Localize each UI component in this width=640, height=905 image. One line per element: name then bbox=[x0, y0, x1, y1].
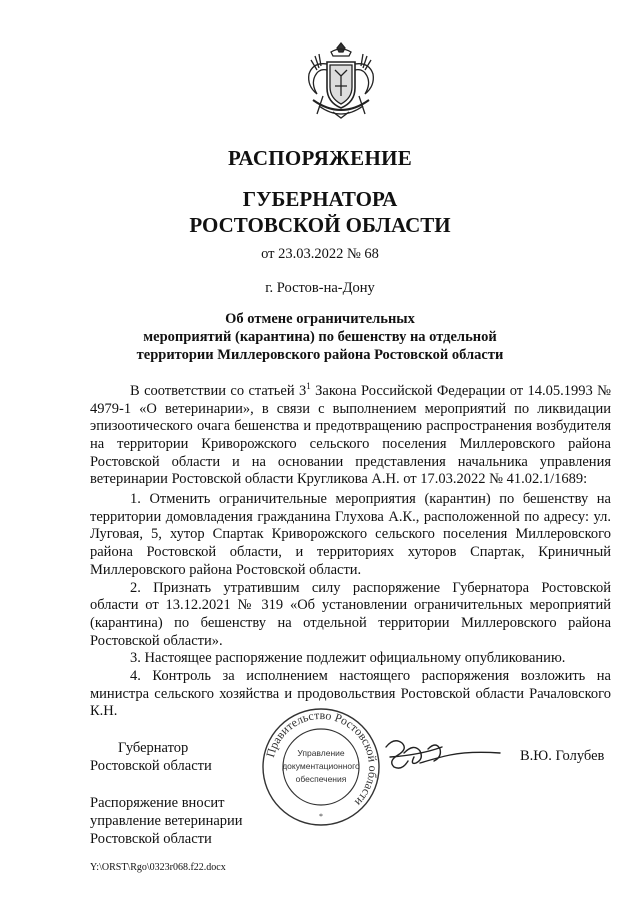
stamp-center-line: обеспечения bbox=[295, 774, 347, 784]
order-item: 2. Признать утратившим силу распоряжение Губернатора Ростовской области от 13.12.2021 № 319 «Об установлении ограничительных мероприятий (карантина) по бешенству на отдельной территории Миллеровского района Ростовской области». bbox=[90, 579, 611, 649]
coat-of-arms-icon bbox=[297, 40, 385, 128]
note-line: Ростовской области bbox=[90, 831, 212, 847]
preamble-text-end: Закона Российской Федерации от 14.05.1993 № 4979-1 «О ветеринарии», в связи с выполнением мероприятий по ликвидации эпизоотического очага бешенства и предотвращению распространения возбудителя на территории Криворожского сельского поселения Миллеровского района Ростовской области и на основании представления начальника управления ветеринарии Ростовской области Кругликова А.Н. от 17.03.2022 № 41.02.1/1689: bbox=[90, 382, 611, 488]
signatory-title-line: Губернатор bbox=[118, 740, 189, 756]
submitted-by-note bbox=[90, 794, 243, 848]
stamp-ring-text: Правительство Ростовской области bbox=[263, 707, 381, 810]
stamp-center-line: документационного bbox=[282, 761, 360, 771]
subject-line: Об отмене ограничительных bbox=[225, 311, 415, 327]
note-line: управление ветеринарии bbox=[90, 813, 243, 829]
document-subject bbox=[0, 310, 640, 364]
note-line: Распоряжение вносит bbox=[90, 795, 225, 811]
handwritten-signature bbox=[380, 733, 510, 778]
preamble-text-start: В соответствии со статьей 3 bbox=[130, 382, 307, 399]
signatory-name: В.Ю. Голубев bbox=[520, 748, 605, 764]
svg-text:*: * bbox=[319, 812, 323, 821]
signatory-title bbox=[90, 739, 212, 775]
document-type: РАСПОРЯЖЕНИЕ bbox=[227, 146, 413, 170]
issuing-authority bbox=[0, 186, 640, 238]
city: г. Ростов-на-Дону bbox=[265, 280, 375, 296]
order-items bbox=[90, 491, 611, 721]
file-path: Y:\ORST\Rgo\0323r068.f22.docx bbox=[90, 862, 226, 873]
order-item: 4. Контроль за исполнением настоящего распоряжения возложить на министра сельского хозяйства и продовольствия Ростовской области Рачаловского К.Н. bbox=[90, 668, 611, 720]
signatory-title-line: Ростовской области bbox=[90, 758, 212, 774]
authority-line: РОСТОВСКОЙ ОБЛАСТИ bbox=[189, 213, 451, 237]
date-and-number: от 23.03.2022 № 68 bbox=[261, 246, 379, 262]
preamble-paragraph bbox=[90, 378, 611, 489]
stamp-center-line: Управление bbox=[297, 748, 345, 758]
preamble bbox=[90, 378, 611, 489]
article-superscript: 1 bbox=[306, 381, 311, 391]
official-stamp bbox=[258, 707, 384, 827]
order-item: 3. Настоящее распоряжение подлежит официальному опубликованию. bbox=[130, 650, 566, 667]
order-item: 1. Отменить ограничительные мероприятия (карантин) по бешенству на территории домовладения гражданина Глухова А.К., расположенной по адресу: ул. Луговая, 5, хутор Спартак Криворожского сельского поселения Миллеровского района Ростовской области, и территориях хуторов Спартак, Криничный Миллеровского района Ростовской области. bbox=[90, 491, 611, 578]
subject-line: мероприятий (карантина) по бешенству на отдельной bbox=[143, 329, 497, 345]
authority-line: ГУБЕРНАТОРА bbox=[242, 187, 398, 211]
subject-line: территории Миллеровского района Ростовской области bbox=[136, 347, 504, 363]
